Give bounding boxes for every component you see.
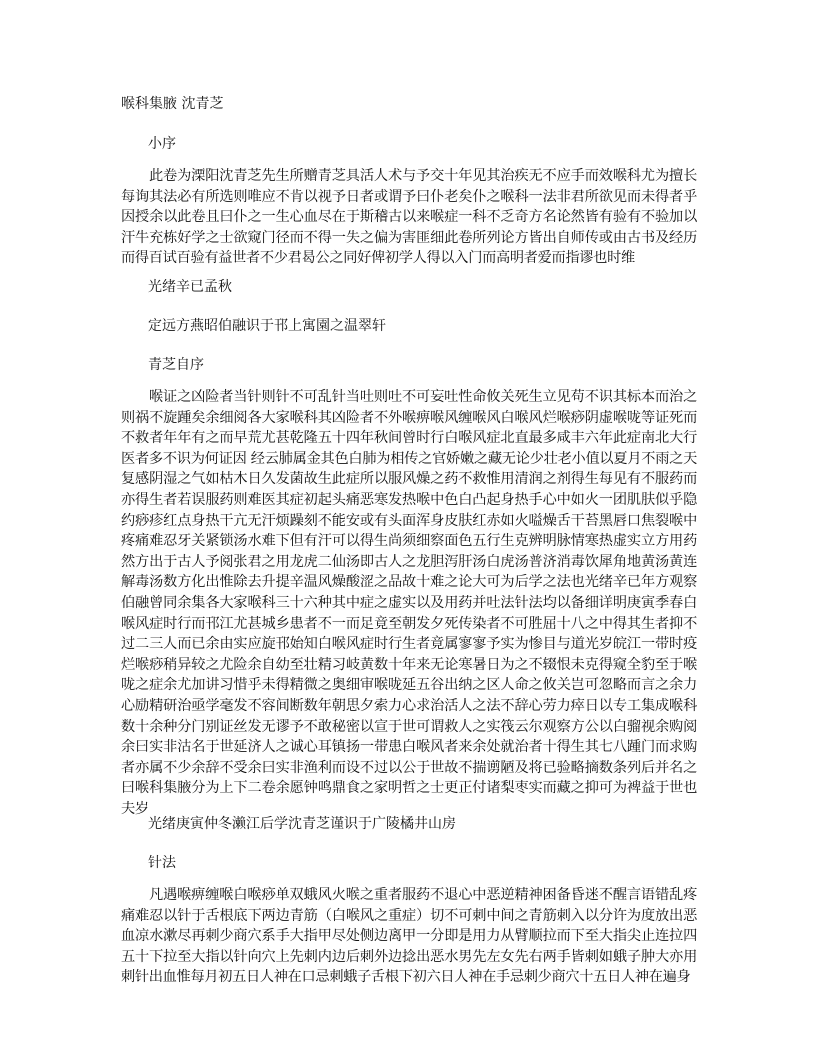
- date-line-guangxu-gengyin: 光绪庚寅仲冬濑江后学沈青芝谨识于广陵橘井山房: [148, 816, 456, 832]
- preface-small-heading: 小序: [148, 136, 176, 152]
- author-preface-paragraph: 喉证之凶险者当针则针不可乱针当吐则吐不可妄吐性命攸关死生立见苟不识其标本而治之则祸不旋踵矣余细阅各大家喉科其凶险者不外喉痹喉风缠喉风白喉风烂喉痧阴虚喉咙等证死而不救者年年有之而早荒尤甚乾隆五十四年秋间曾时行白喉风症北直最多咸丰六年此症南北大行医者多不识为何证因 经云肺属金其色白肺为相传之官娇嫩之藏无论少壮老小值以夏月不雨之天复感阴湿之气如枯木日久发菌故生此症所以服风燥之药不救惟用清润之剂得生每见有不服药而亦得生者若误服药则难医其症初起头痛恶寒发热喉中色白凸起身热手心中如火一团肌肤似乎隐约痧疹红点身热干亢无汗烦躁刻不能安或有头面浑身皮肤红赤如火嗌燥舌干苔黑唇口焦裂喉中疼痛难忍牙关紧锁汤水难下但有汗可以得生尚须细察面色五行生克辨明脉情寒热虚实立方用药然方出于古人予阅张君之用龙虎二仙汤即古人之龙胆泻肝汤白虎汤普济消毒饮犀角地黄汤黄连解毒汤数方化出惟除去升提辛温风燥酸涩之品故十难之论大可为后学之法也光绪辛已年方观察伯融曾同余集各大家喉科三十六种其中症之虚实以及用药并吐法针法均以备细详明庚寅季春白喉风症时行而邗江尤甚城乡患者不一而足竟至朝发夕死传染者不可胜屈十八之中得其生者抑不过二三人而已余由实应旋邗始知白喉风症时行生者竟属寥寥予实为惨目与道光岁皖江一带时疫烂喉痧稍异较之尤险余自幼至壮精习岐黄数十年来无论寒暑日为之不辍恨未克得窥全豹至于喉咙之症余尤加讲习惜乎未得精微之奥细审喉咙延五谷出纳之区人命之攸关岂可忽略而言之余力心励精研治亟学毫发不容间断数年朝思夕索力心求治活人之法不辞心劳力瘁日以专工集成喉科数十余种分门别证丝发无谬予不敢秘密以宣于世可谓救人之实筏云尔观察方公以白骝视余购阅余曰实非沽名于世延济人之诚心耳镇扬一带患白喉风者来余处就治者十得生其七八踵门而求购者亦属不少余辞不受余曰实非渔利而设不过以公于世故不揣谫陋及将已验略摘数条列后并名之曰喉科集腋分为上下二卷余愿钟鸣鼎食之家明哲之士更正付诸梨枣实而藏之抑可为裨益于世也夫岁: [121, 389, 697, 817]
- author-preface-heading: 青芝自序: [148, 357, 204, 373]
- preface-small-paragraph: 此卷为溧阳沈青芝先生所赠青芝具活人术与予交十年见其治疾无不应手而效喉科尤为擅长每询其法必有所选则唯应不肯以视予日者或谓予曰仆老矣仆之喉科一法非君所欲见而未得者乎因授余以此卷且曰仆之一生心血尽在于斯稽古以来喉症一科不乏奇方名论然皆有验有不验加以汗牛充栋好学之士欲窥门径而不得一失之偏为害匪细此卷所列论方皆出自师传或由古书及经历而得百试百验有益世者不少君曷公之同好俾初学人得以入门而高明者爱而指谬也时维: [121, 168, 697, 267]
- date-line-guangxu-xinsi: 光绪辛已孟秋: [148, 279, 232, 295]
- signature-line-fang-yanzhao: 定远方燕昭伯融识于邗上寓園之温翠轩: [148, 318, 386, 334]
- document-title: 喉科集腋 沈青芝: [121, 96, 224, 112]
- acupuncture-heading: 针法: [148, 855, 176, 871]
- acupuncture-paragraph: 凡遇喉痹缠喉白喉痧单双蛾风火喉之重者服药不退心中恶逆精神困备昏迷不醒言语错乱疼痛难忍以针于舌根底下两边青筋（白喉风之重症）切不可刺中间之青筋刺入以分许为度放出恶血凉水漱尽再刺少商穴系手大指甲尽处侧边离甲一分即是用力从臂顺拉而下至大指尖止连拉四五十下拉至大指以针向穴上先刺内边后刺外边捻出恶水男先左女先右两手皆刺如蛾子肿大亦用刺针出血惟每月初五日人神在口忌刺蛾子舌根下初六日人神在手忌刺少商穴十五日人神在遍身: [121, 887, 697, 986]
